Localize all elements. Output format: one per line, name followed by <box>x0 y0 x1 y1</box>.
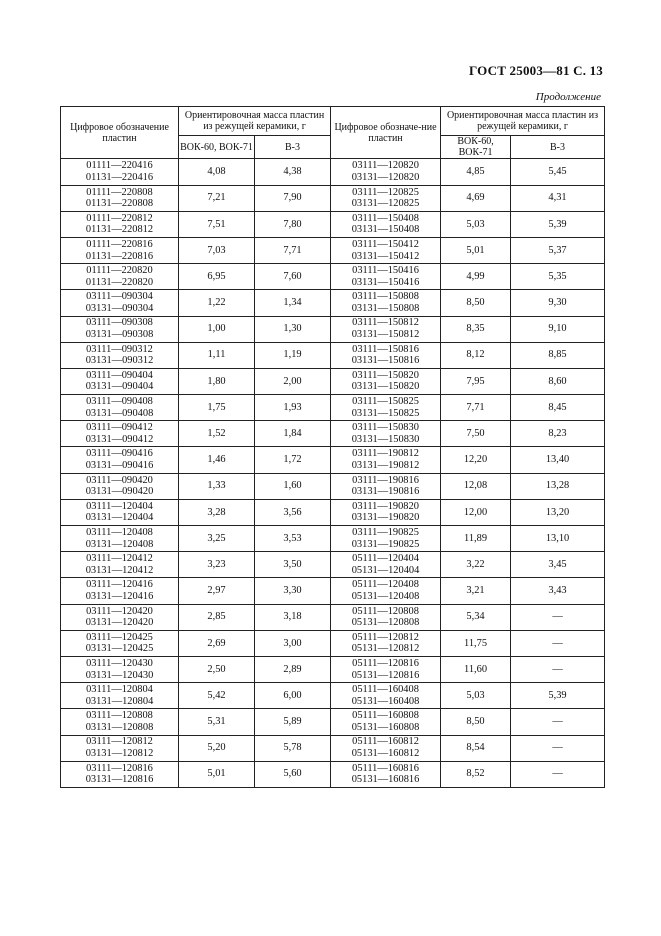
plate-code-line: 05131—160408 <box>351 695 420 707</box>
plate-code-left <box>61 211 179 237</box>
mass-vok-right: 7,50 <box>441 421 511 447</box>
table-row <box>61 526 605 552</box>
mass-v3-left: 1,84 <box>255 421 331 447</box>
mass-v3-right: 3,45 <box>511 552 605 578</box>
mass-vok-right: 5,03 <box>441 211 511 237</box>
plate-code-left <box>61 342 179 368</box>
plate-code-line: 03111—150408 <box>352 212 419 224</box>
plate-code-left <box>61 709 179 735</box>
table-row <box>61 395 605 421</box>
mass-v3-left: 1,93 <box>255 395 331 421</box>
plate-code-line: 03131—150408 <box>351 224 420 236</box>
plate-code-left <box>61 526 179 552</box>
mass-v3-right: 13,28 <box>511 473 605 499</box>
mass-v3-left: 1,60 <box>255 473 331 499</box>
mass-v3-right: 5,45 <box>511 159 605 185</box>
mass-vok-left: 5,31 <box>179 709 255 735</box>
table-row <box>61 499 605 525</box>
mass-v3-left: 5,78 <box>255 735 331 761</box>
plate-code-left <box>61 264 179 290</box>
plate-code-line: 03131—120825 <box>351 198 420 210</box>
plate-code-line: 05131—120812 <box>351 643 420 655</box>
plate-code-line: 03131—090412 <box>85 433 154 445</box>
table-row <box>61 683 605 709</box>
table-row <box>61 211 605 237</box>
plate-code-right <box>331 290 441 316</box>
plate-code-line: 03111—090304 <box>86 291 153 303</box>
plate-code-right <box>331 368 441 394</box>
mass-v3-left: 1,19 <box>255 342 331 368</box>
mass-v3-right: — <box>511 735 605 761</box>
mass-v3-right: 13,20 <box>511 499 605 525</box>
table-row <box>61 447 605 473</box>
plate-code-line: 03131—150412 <box>351 250 420 262</box>
mass-vok-left: 2,85 <box>179 604 255 630</box>
mass-vok-left: 4,08 <box>179 159 255 185</box>
plate-code-line: 03111—150820 <box>352 369 419 381</box>
plate-code-line: 03131—190812 <box>351 460 420 472</box>
plate-code-line: 03111—190825 <box>352 526 419 538</box>
plate-code-left <box>61 604 179 630</box>
plate-code-left <box>61 290 179 316</box>
mass-v3-left: 6,00 <box>255 683 331 709</box>
table-row <box>61 604 605 630</box>
plate-code-left <box>61 735 179 761</box>
mass-v3-right: 9,30 <box>511 290 605 316</box>
plate-code-left <box>61 578 179 604</box>
mass-vok-left: 3,25 <box>179 526 255 552</box>
plate-code-line: 01111—220812 <box>86 212 153 224</box>
mass-v3-left: 7,60 <box>255 264 331 290</box>
plate-code-right <box>331 447 441 473</box>
mass-v3-right: 13,40 <box>511 447 605 473</box>
mass-vok-right: 3,21 <box>441 578 511 604</box>
mass-vok-right: 4,99 <box>441 264 511 290</box>
mass-vok-right: 8,50 <box>441 709 511 735</box>
plate-code-right <box>331 264 441 290</box>
plate-code-line: 01131—220816 <box>85 250 154 262</box>
mass-vok-right: 4,85 <box>441 159 511 185</box>
header-mass-group-right: Ориентировочная масса пластин из режущей керамики, г <box>441 107 605 136</box>
plate-code-line: 05111—120816 <box>352 657 419 669</box>
plate-code-left <box>61 761 179 787</box>
plate-code-line: 03111—120420 <box>86 605 153 617</box>
plate-code-line: 03131—120425 <box>85 643 154 655</box>
table-body <box>61 159 605 788</box>
mass-v3-left: 1,30 <box>255 316 331 342</box>
plate-code-line: 03131—190820 <box>351 512 420 524</box>
plate-code-line: 03111—190820 <box>352 500 419 512</box>
mass-v3-right: 8,23 <box>511 421 605 447</box>
mass-vok-left: 1,75 <box>179 395 255 421</box>
plate-code-line: 03131—150812 <box>351 329 420 341</box>
mass-vok-left: 2,69 <box>179 630 255 656</box>
mass-vok-right: 5,03 <box>441 683 511 709</box>
plate-code-right <box>331 709 441 735</box>
plate-code-line: 05111—120808 <box>352 605 419 617</box>
plate-code-line: 03131—190816 <box>351 486 420 498</box>
plate-code-left <box>61 159 179 185</box>
mass-v3-left: 1,72 <box>255 447 331 473</box>
plate-code-line: 03131—120820 <box>351 171 420 183</box>
plate-code-line: 05131—160808 <box>351 721 420 733</box>
mass-table <box>60 106 605 788</box>
plate-code-line: 05131—120808 <box>351 617 420 629</box>
plate-code-line: 03131—150816 <box>351 355 420 367</box>
plate-code-line: 03111—120825 <box>352 186 419 198</box>
header-vok-right: ВОК-60, ВОК-71 <box>441 136 511 159</box>
plate-code-line: 03131—150808 <box>351 302 420 314</box>
plate-code-line: 03131—090416 <box>85 460 154 472</box>
mass-vok-right: 3,22 <box>441 552 511 578</box>
plate-code-right <box>331 578 441 604</box>
mass-v3-right: 5,35 <box>511 264 605 290</box>
mass-v3-left: 7,80 <box>255 211 331 237</box>
plate-code-line: 03111—120820 <box>352 160 419 172</box>
plate-code-line: 03131—150825 <box>351 407 420 419</box>
plate-code-left <box>61 421 179 447</box>
plate-code-line: 01131—220416 <box>85 171 154 183</box>
plate-code-line: 03111—090408 <box>86 396 153 408</box>
plate-code-line: 03131—150830 <box>351 433 420 445</box>
table-row <box>61 237 605 263</box>
plate-code-right <box>331 499 441 525</box>
plate-code-line: 03111—090308 <box>86 317 153 329</box>
plate-code-left <box>61 552 179 578</box>
mass-v3-right: 5,39 <box>511 683 605 709</box>
mass-v3-left: 5,60 <box>255 761 331 787</box>
plate-code-line: 03131—090408 <box>85 407 154 419</box>
plate-code-line: 03111—120808 <box>86 710 153 722</box>
mass-vok-left: 1,22 <box>179 290 255 316</box>
mass-vok-left: 7,03 <box>179 237 255 263</box>
plate-code-right <box>331 552 441 578</box>
mass-v3-left: 3,30 <box>255 578 331 604</box>
mass-vok-right: 12,20 <box>441 447 511 473</box>
plate-code-line: 03111—120816 <box>86 762 153 774</box>
table-row <box>61 761 605 787</box>
plate-code-line: 03131—120420 <box>85 617 154 629</box>
mass-vok-left: 1,46 <box>179 447 255 473</box>
mass-vok-right: 8,54 <box>441 735 511 761</box>
plate-code-right <box>331 342 441 368</box>
mass-v3-left: 4,38 <box>255 159 331 185</box>
mass-vok-right: 12,08 <box>441 473 511 499</box>
plate-code-line: 05111—120408 <box>352 579 419 591</box>
plate-code-line: 03131—150820 <box>351 381 420 393</box>
plate-code-left <box>61 683 179 709</box>
mass-vok-left: 1,00 <box>179 316 255 342</box>
plate-code-line: 03111—150808 <box>352 291 419 303</box>
mass-v3-left: 3,50 <box>255 552 331 578</box>
table-row <box>61 630 605 656</box>
plate-code-line: 01111—220808 <box>86 186 153 198</box>
mass-vok-left: 1,33 <box>179 473 255 499</box>
plate-code-line: 03131—090304 <box>85 302 154 314</box>
mass-v3-right: 8,85 <box>511 342 605 368</box>
table-row <box>61 368 605 394</box>
header-vok-left: ВОК-60, ВОК-71 <box>179 136 255 159</box>
mass-vok-left: 5,20 <box>179 735 255 761</box>
plate-code-line: 03131—090404 <box>85 381 154 393</box>
plate-code-line: 03111—090412 <box>86 422 153 434</box>
continuation-label: Продолжение <box>535 91 601 103</box>
plate-code-right <box>331 159 441 185</box>
plate-code-line: 05111—160808 <box>352 710 419 722</box>
mass-vok-left: 5,01 <box>179 761 255 787</box>
mass-v3-left: 5,89 <box>255 709 331 735</box>
table-row <box>61 159 605 185</box>
mass-vok-right: 5,01 <box>441 237 511 263</box>
plate-code-line: 03131—150416 <box>351 276 420 288</box>
plate-code-line: 05131—120816 <box>351 669 420 681</box>
plate-code-right <box>331 761 441 787</box>
mass-vok-left: 1,52 <box>179 421 255 447</box>
mass-vok-left: 3,23 <box>179 552 255 578</box>
plate-code-line: 05131—160812 <box>351 748 420 760</box>
plate-code-line: 03131—120416 <box>85 590 154 602</box>
mass-vok-right: 7,95 <box>441 368 511 394</box>
plate-code-line: 03131—120412 <box>85 564 154 576</box>
plate-code-line: 05111—120404 <box>352 553 419 565</box>
header-code-left: Цифровое обозначение пластин <box>61 107 179 159</box>
plate-code-line: 05131—120404 <box>351 564 420 576</box>
plate-code-left <box>61 185 179 211</box>
mass-v3-left: 3,18 <box>255 604 331 630</box>
mass-v3-right: 4,31 <box>511 185 605 211</box>
table-row <box>61 552 605 578</box>
plate-code-line: 03111—150830 <box>352 422 419 434</box>
mass-v3-right: 8,60 <box>511 368 605 394</box>
plate-code-line: 03111—120804 <box>86 684 153 696</box>
plate-code-left <box>61 656 179 682</box>
mass-v3-right: — <box>511 630 605 656</box>
plate-code-line: 01111—220416 <box>86 160 153 172</box>
plate-code-left <box>61 368 179 394</box>
plate-code-left <box>61 447 179 473</box>
mass-vok-left: 5,42 <box>179 683 255 709</box>
header-v3-left: В-3 <box>255 136 331 159</box>
mass-v3-left: 3,56 <box>255 499 331 525</box>
plate-code-left <box>61 473 179 499</box>
mass-v3-left: 7,90 <box>255 185 331 211</box>
plate-code-right <box>331 185 441 211</box>
mass-v3-right: 5,39 <box>511 211 605 237</box>
plate-code-line: 01111—220816 <box>86 238 153 250</box>
table-row <box>61 421 605 447</box>
plate-code-right <box>331 395 441 421</box>
table-row <box>61 473 605 499</box>
mass-v3-right: 8,45 <box>511 395 605 421</box>
plate-code-line: 03131—120430 <box>85 669 154 681</box>
table-row <box>61 264 605 290</box>
mass-vok-left: 7,51 <box>179 211 255 237</box>
plate-code-right <box>331 237 441 263</box>
mass-vok-left: 1,11 <box>179 342 255 368</box>
plate-code-line: 03111—120430 <box>86 657 153 669</box>
plate-code-line: 03131—120804 <box>85 695 154 707</box>
mass-vok-left: 1,80 <box>179 368 255 394</box>
plate-code-right <box>331 656 441 682</box>
header-v3-right: В-3 <box>511 136 605 159</box>
mass-vok-right: 8,12 <box>441 342 511 368</box>
mass-vok-right: 4,69 <box>441 185 511 211</box>
mass-v3-right: 13,10 <box>511 526 605 552</box>
mass-vok-left: 3,28 <box>179 499 255 525</box>
plate-code-right <box>331 211 441 237</box>
plate-code-line: 03111—190812 <box>352 448 419 460</box>
plate-code-left <box>61 237 179 263</box>
plate-code-line: 03111—150825 <box>352 396 419 408</box>
mass-v3-right: — <box>511 709 605 735</box>
mass-v3-left: 2,89 <box>255 656 331 682</box>
table-row <box>61 316 605 342</box>
mass-vok-left: 6,95 <box>179 264 255 290</box>
mass-vok-right: 5,34 <box>441 604 511 630</box>
plate-code-left <box>61 395 179 421</box>
plate-code-line: 03111—120812 <box>86 736 153 748</box>
plate-code-line: 03111—120404 <box>86 500 153 512</box>
mass-vok-left: 7,21 <box>179 185 255 211</box>
plate-code-line: 05111—120812 <box>352 631 419 643</box>
plate-code-line: 05131—160816 <box>351 774 420 786</box>
plate-code-line: 03111—090404 <box>86 369 153 381</box>
mass-v3-right: 9,10 <box>511 316 605 342</box>
header-code-right: Цифровое обозначе-ние пластин <box>331 107 441 159</box>
plate-code-line: 03111—120416 <box>86 579 153 591</box>
mass-vok-right: 7,71 <box>441 395 511 421</box>
mass-v3-left: 3,00 <box>255 630 331 656</box>
mass-vok-right: 12,00 <box>441 499 511 525</box>
plate-code-line: 03131—090308 <box>85 329 154 341</box>
plate-code-line: 03131—190825 <box>351 538 420 550</box>
mass-vok-left: 2,97 <box>179 578 255 604</box>
page-header: ГОСТ 25003—81 С. 13 <box>469 63 603 78</box>
mass-v3-left: 7,71 <box>255 237 331 263</box>
mass-vok-right: 11,60 <box>441 656 511 682</box>
plate-code-line: 03131—120404 <box>85 512 154 524</box>
mass-vok-right: 8,52 <box>441 761 511 787</box>
mass-v3-right: — <box>511 656 605 682</box>
mass-v3-left: 2,00 <box>255 368 331 394</box>
plate-code-line: 03111—190816 <box>352 474 419 486</box>
mass-v3-left: 1,34 <box>255 290 331 316</box>
mass-v3-right: 3,43 <box>511 578 605 604</box>
table-row <box>61 578 605 604</box>
plate-code-line: 01131—220820 <box>85 276 154 288</box>
plate-code-line: 03131—090312 <box>85 355 154 367</box>
plate-code-right <box>331 421 441 447</box>
plate-code-line: 03131—090420 <box>85 486 154 498</box>
plate-code-line: 03131—120812 <box>85 748 154 760</box>
mass-v3-right: — <box>511 761 605 787</box>
table-row <box>61 290 605 316</box>
plate-code-right <box>331 316 441 342</box>
plate-code-line: 05111—160408 <box>352 684 419 696</box>
plate-code-line: 03111—090416 <box>86 448 153 460</box>
plate-code-left <box>61 499 179 525</box>
plate-code-left <box>61 316 179 342</box>
plate-code-line: 03111—090312 <box>86 343 153 355</box>
plate-code-line: 05111—160816 <box>352 762 419 774</box>
table-row <box>61 342 605 368</box>
mass-v3-right: — <box>511 604 605 630</box>
table-row <box>61 735 605 761</box>
plate-code-line: 03131—120816 <box>85 774 154 786</box>
plate-code-line: 05111—160812 <box>352 736 419 748</box>
plate-code-line: 03111—150816 <box>352 343 419 355</box>
plate-code-right <box>331 630 441 656</box>
mass-vok-right: 11,89 <box>441 526 511 552</box>
plate-code-line: 01111—220820 <box>86 265 153 277</box>
plate-code-right <box>331 526 441 552</box>
plate-code-line: 03111—120425 <box>86 631 153 643</box>
table-row <box>61 185 605 211</box>
plate-code-line: 05131—120408 <box>351 590 420 602</box>
plate-code-line: 03111—120412 <box>86 553 153 565</box>
plate-code-line: 01131—220812 <box>85 224 154 236</box>
mass-vok-right: 11,75 <box>441 630 511 656</box>
mass-vok-left: 2,50 <box>179 656 255 682</box>
mass-v3-left: 3,53 <box>255 526 331 552</box>
table-row <box>61 656 605 682</box>
table-row <box>61 709 605 735</box>
plate-code-right <box>331 735 441 761</box>
plate-code-line: 03111—150416 <box>352 265 419 277</box>
plate-code-line: 03111—150412 <box>352 238 419 250</box>
plate-code-right <box>331 473 441 499</box>
plate-code-line: 03131—120808 <box>85 721 154 733</box>
header-mass-group-left: Ориентировочная масса пластин из режущей керамики, г <box>179 107 331 136</box>
mass-vok-right: 8,50 <box>441 290 511 316</box>
plate-code-left <box>61 630 179 656</box>
mass-vok-right: 8,35 <box>441 316 511 342</box>
plate-code-right <box>331 683 441 709</box>
plate-code-right <box>331 604 441 630</box>
plate-code-line: 03131—120408 <box>85 538 154 550</box>
plate-code-line: 03111—120408 <box>86 526 153 538</box>
plate-code-line: 03111—090420 <box>86 474 153 486</box>
plate-code-line: 01131—220808 <box>85 198 154 210</box>
mass-v3-right: 5,37 <box>511 237 605 263</box>
plate-code-line: 03111—150812 <box>352 317 419 329</box>
